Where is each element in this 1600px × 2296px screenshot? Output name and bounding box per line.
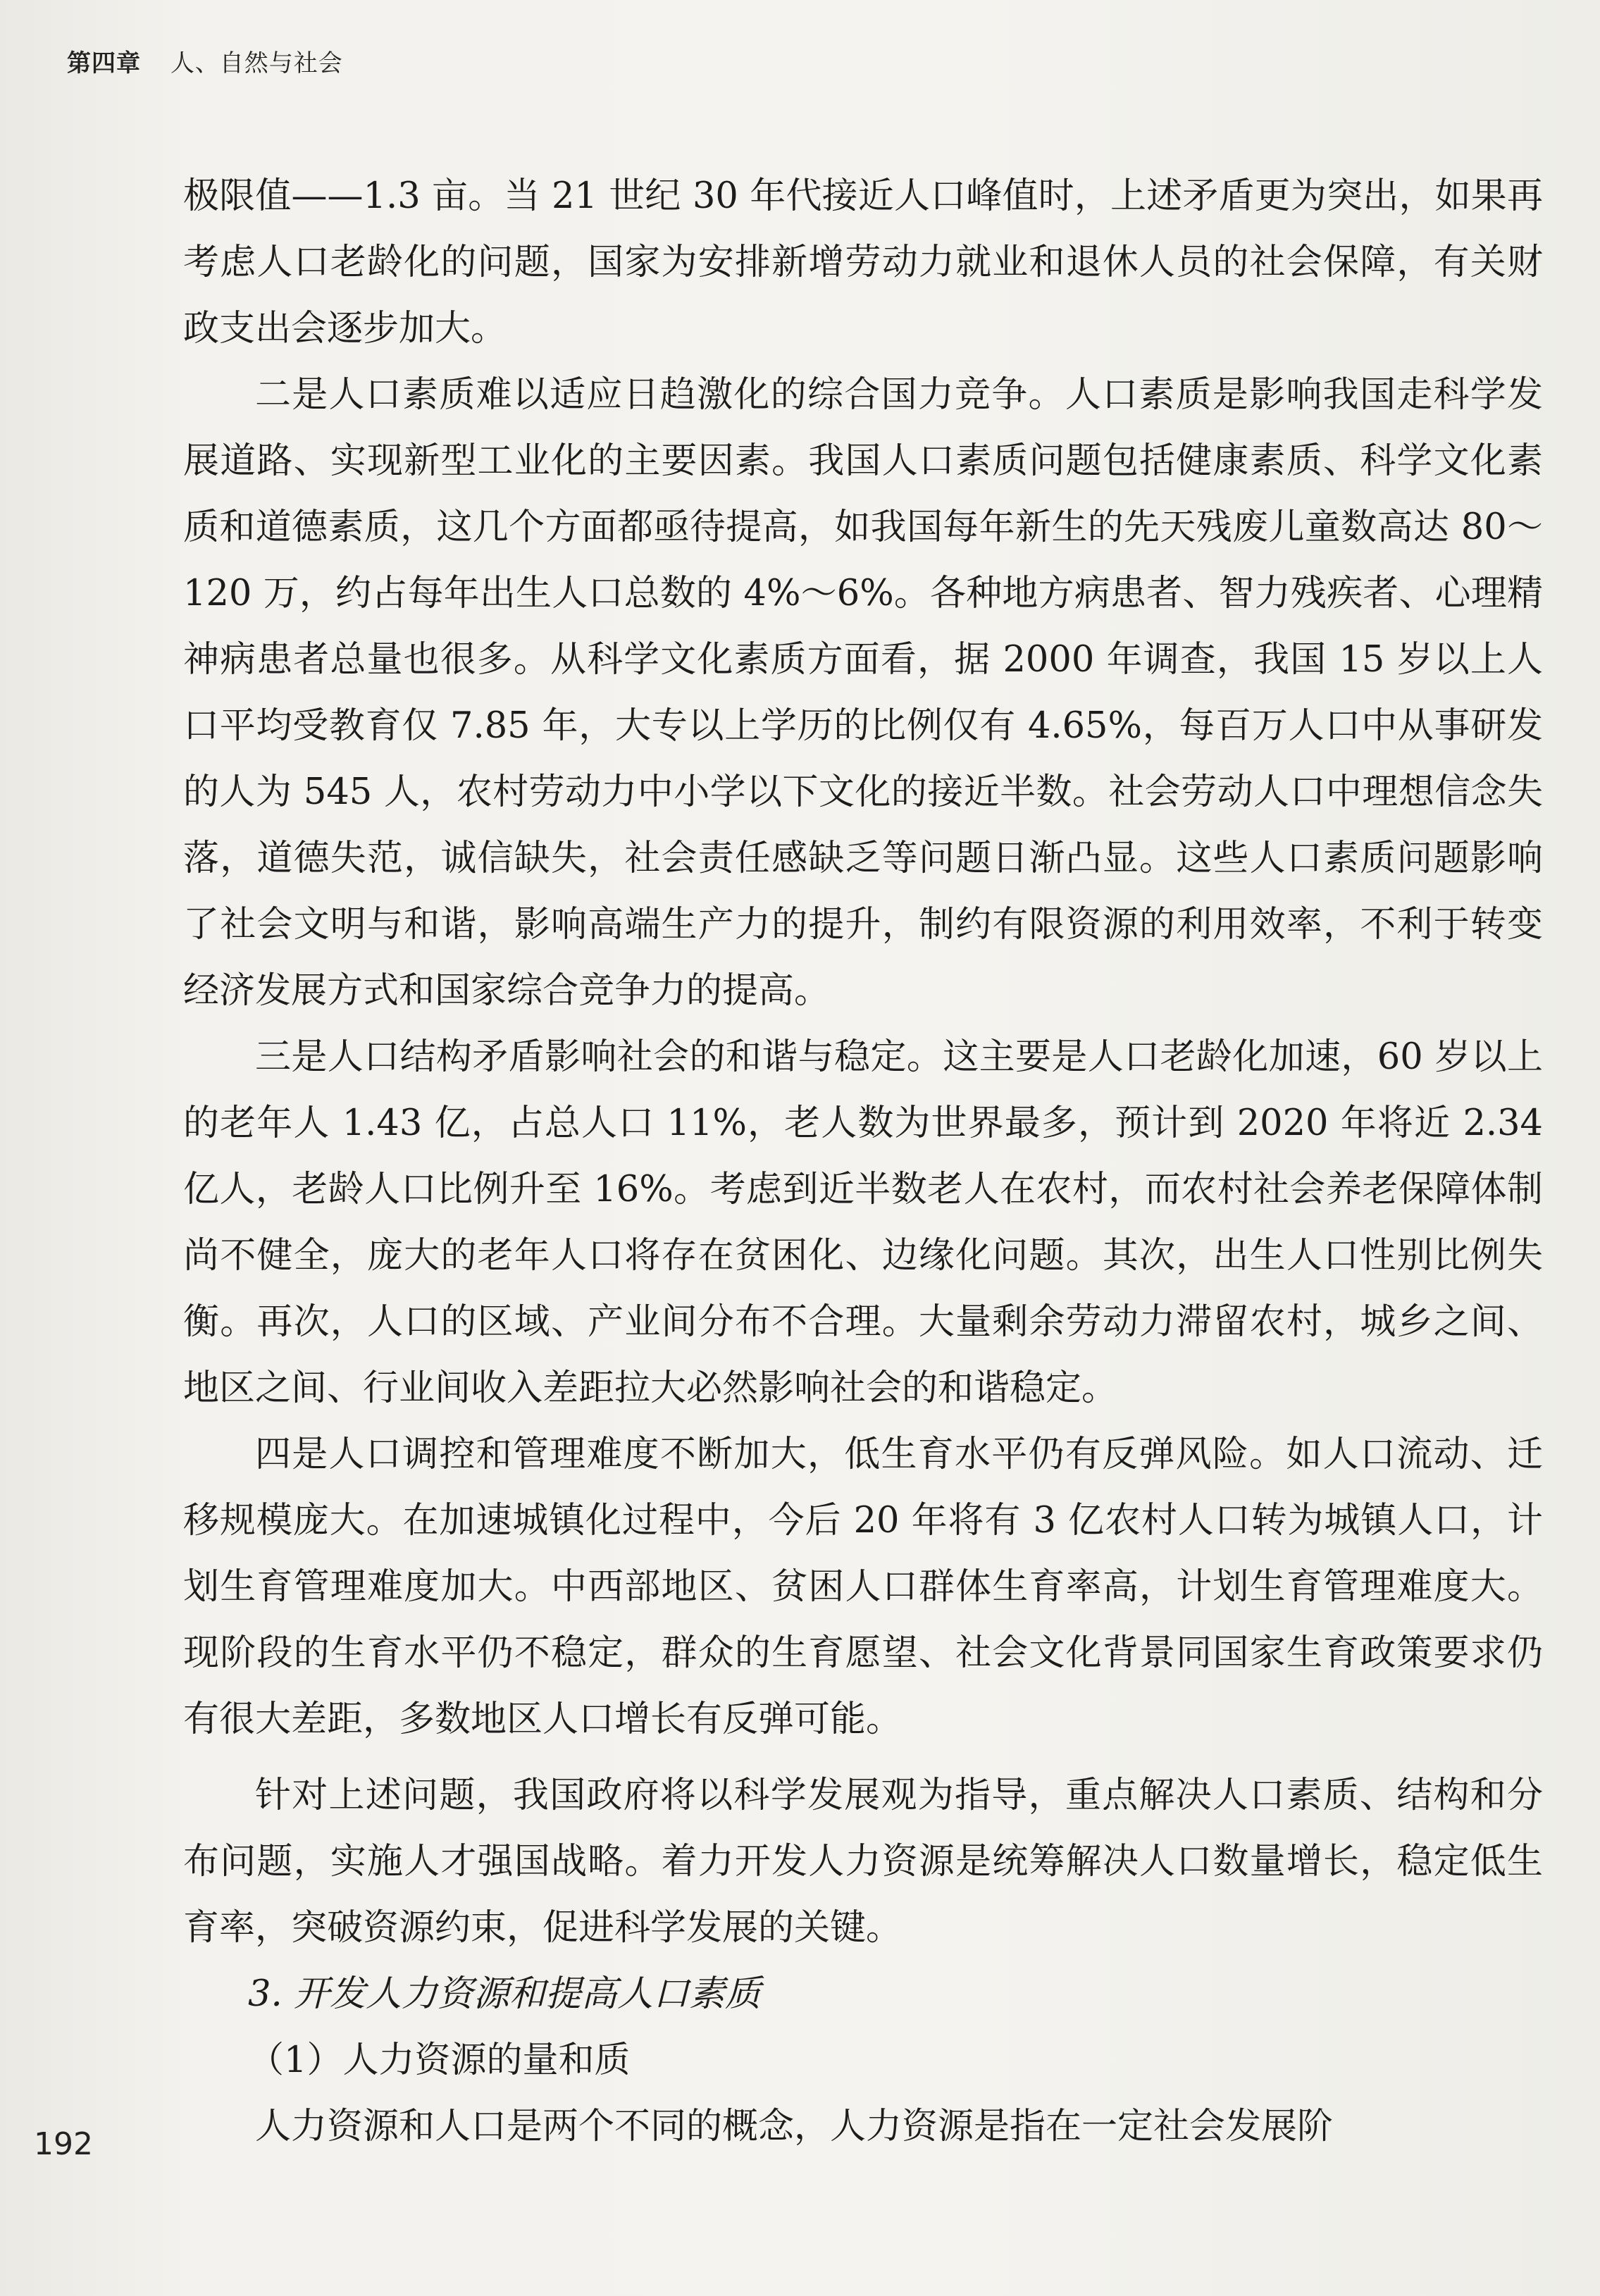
section-heading: 3. 开发人力资源和提高人口素质 xyxy=(248,1973,761,2015)
chapter-label: 第四章 xyxy=(67,49,141,77)
paragraph-population-structure: 三是人口结构矛盾影响社会的和谐与稳定。这主要是人口老龄化加速，60 岁以上的老年人 1.43 亿，占总人口 11%，老人数为世界最多，预计到 2020 年将近 2.34 亿人，老龄人口比例升至 16%。考虑到近半数老人在农村，而农村社会养老保障体制尚不健全，庞大的老年人口将存在贫困化、边缘化问题。其次，出生人口性别比例失衡。再次，人口的区域、产业间分布不合理。大量剩余劳动力滞留农村，城乡之间、地区之间、行业间收入差距拉大必然影响社会的和谐稳定。 xyxy=(183,1036,1543,1409)
running-head xyxy=(67,44,343,78)
chapter-title: 人、自然与社会 xyxy=(170,49,343,77)
paragraph-human-resources: 人力资源和人口是两个不同的概念，人力资源是指在一定社会发展阶 xyxy=(255,2106,1334,2147)
body-text xyxy=(183,163,1543,2160)
paragraph-policy-response: 针对上述问题，我国政府将以科学发展观为指导，重点解决人口素质、结构和分布问题，实施人才强国战略。着力开发人力资源是统筹解决人口数量增长，稳定低生育率，突破资源约束，促进科学发展的关键。 xyxy=(183,1775,1543,1949)
subsection-heading: （1）人力资源的量和质 xyxy=(248,2040,631,2081)
paragraph-population-quality: 二是人口素质难以适应日趋激化的综合国力竞争。人口素质是影响我国走科学发展道路、实现新型工业化的主要因素。我国人口素质问题包括健康素质、科学文化素质和道德素质，这几个方面都亟待提高，如我国每年新生的先天残废儿童数高达 80～120 万，约占每年出生人口总数的 4%～6%。各种地方病患者、智力残疾者、心理精神病患者总量也很多。从科学文化素质方面看，据 2000 年调查，我国 15 岁以上人口平均受教育仅 7.85 年，大专以上学历的比例仅有 4.65%，每百万人口中从事研发的人为 545 人，农村劳动力中小学以下文化的接近半数。社会劳动人口中理想信念失落，道德失范，诚信缺失，社会责任感缺乏等问题日渐凸显。这些人口素质问题影响了社会文明与和谐，影响高端生产力的提升，制约有限资源的利用效率，不利于转变经济发展方式和国家综合竞争力的提高。 xyxy=(183,374,1543,1012)
paragraph-population-management: 四是人口调控和管理难度不断加大，低生育水平仍有反弹风险。如人口流动、迁移规模庞大。在加速城镇化过程中，今后 20 年将有 3 亿农村人口转为城镇人口，计划生育管理难度加大。中西部地区、贫困人口群体生育率高，计划生育管理难度大。现阶段的生育水平仍不稳定，群众的生育愿望、社会文化背景同国家生育政策要求仍有很大差距，多数地区人口增长有反弹可能。 xyxy=(183,1434,1543,1740)
page-number: 192 xyxy=(34,2126,93,2162)
paragraph-continuation: 极限值——1.3 亩。当 21 世纪 30 年代接近人口峰值时，上述矛盾更为突出，如果再考虑人口老龄化的问题，国家为安排新增劳动力就业和退休人员的社会保障，有关财政支出会逐步加大。 xyxy=(183,175,1543,349)
